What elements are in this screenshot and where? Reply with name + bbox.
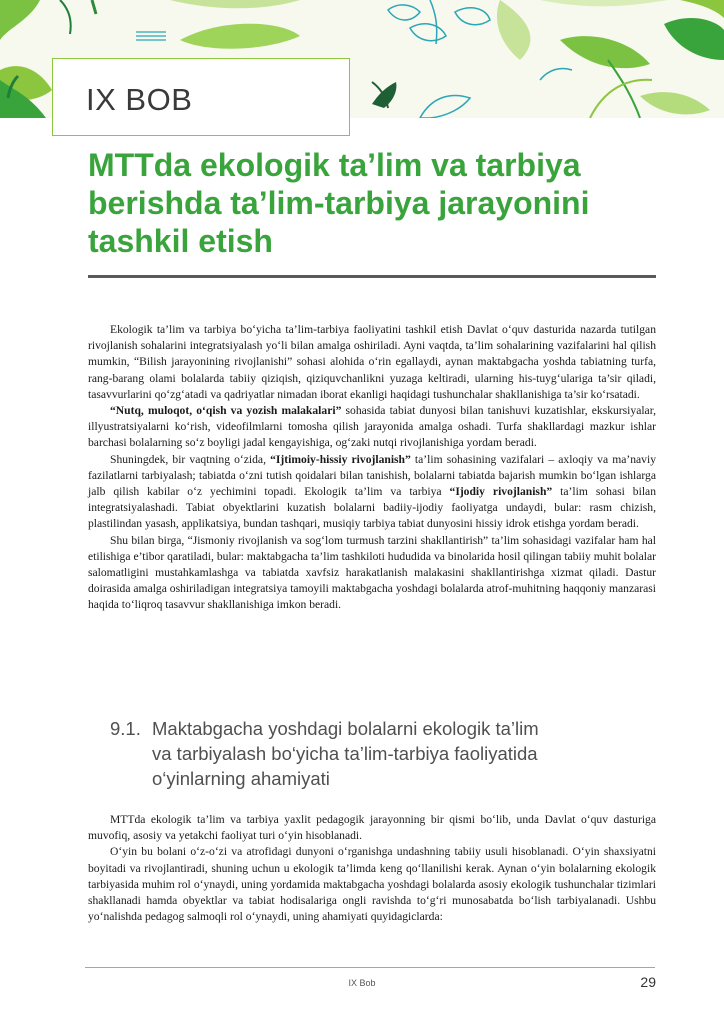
paragraph [88, 403, 656, 452]
section-number: 9.1. [110, 718, 141, 739]
bold-term: “Nutq, muloqot, o‘qish va yozish malakalari” [110, 404, 342, 418]
paragraph [88, 322, 656, 403]
chapter-title-line: berishda ta’lim-tarbiya jarayonini [88, 185, 590, 221]
paragraph-text: ta’lim sohasi bilan integratsiyalashadi. Tabiat obyektlarini kuzatish bolalarni badiiy-ijodiy faoliyatga undaydi, bular: rasm chizish, plastilindan yasash, applikatsiya, bundan tashqari, musiqiy tarbiya tabiat dunyosini hissiy idrok etishga yordam beradi. [88, 485, 656, 531]
section-heading-line: Maktabgacha yoshdagi bolalarni ekologik ta’lim [152, 718, 539, 739]
page-number: 29 [640, 974, 656, 990]
paragraph-text: ta’lim sohasining vazifalari – axloqiy va ma’naviy fazilatlarni tarbiyalash; tabiatda o‘zni tutish qoidalari bilan tanishish, bolalarni tabiatda bajarish mumkin bo‘lgan ishlarga jalb qilish kabilar o‘z yechimini topadi. Ekologik ta’lim va tarbiya [88, 452, 657, 499]
paragraph-text: sohasida tabiat dunyosi bilan tanishuvi kuzatishlar, ekskursiyalar, illyustratsiyalarni ko‘rish, videofilmlarni tomosha qilish jarayonida amalga oshadi. Turfa shakllardagi mazkur ishlar barchasi bolalarning so‘z boyligi jadal kengayishiga, og‘zaki nutqi rivojlanishiga yordam beradi. [88, 404, 656, 450]
paragraph [88, 812, 656, 844]
paragraph-text: Shu bilan birga, “Jismoniy rivojlanish va sog‘lom turmush tarzini shakllantirish” ta’lim sohasidagi vazifalar ham hal etilishiga e’tibor qaratiladi, bular: maktabgacha ta’lim tashkiloti hududida va binolarida hosil qilingan tabiiy muhit bolalar salomatligini mustahkamlashga va tabiatda xavfsiz harakatlanish malakasini shakllantirishga xizmat qiladi. Dastur doirasida amalga oshiriladigan integratsiya tamoyili maktabgacha yoshdagi bolalarda atrof-muhitning haqqoniy manzarasi haqida to‘liqroq tasavvur shakllanishiga imkon beradi. [88, 533, 656, 612]
paragraph [88, 533, 656, 614]
bold-term: “Ijtimoiy-hissiy rivojlanish” [270, 452, 411, 466]
footer-chapter: IX Bob [348, 978, 376, 988]
paragraph [88, 844, 656, 925]
paragraph-text: O‘yin bu bolani o‘z-o‘zi va atrofidagi dunyoni o‘rganishga undashning tabiiy usuli hisoblanadi. O‘yin shaxsiyatni boyitadi va rivojlantiradi, shuning uchun u ekologik ta’limda keng qo‘llanilishi kerak. Aynan o‘yin bolalarning ekologik tarbiyasida muhim rol o‘ynaydi, uning yordamida maktabgacha yoshdagi bolalarda asosiy ekologik tushunchalar tizimlari shakllanadi hamda obyektlar va tabiat hodisalariga ongli ravishda to‘g‘ri munosabatda bo‘lish tarbiyalanadi. Ushbu yo‘nalishda pedagog salmoqli rol o‘ynaydi, uning ahamiyati quyidagiclarda: [88, 845, 656, 924]
chapter-title-line: tashkil etish [88, 223, 273, 259]
bold-term: “Ijodiy rivojlanish” [449, 485, 553, 499]
paragraph-text: MTTda ekologik ta’lim va tarbiya yaxlit pedagogik jarayonning bir qismi bo‘lib, unda Davlat o‘quv dasturiga muvofiq, asosiy va yetakchi faoliyat turi o‘yin hisoblanadi. [88, 813, 656, 843]
section-text [88, 812, 656, 925]
section-heading-line: o‘yinlarning ahamiyati [152, 768, 330, 789]
paragraph-text: Ekologik ta’lim va tarbiya bo‘yicha ta’lim-tarbiya faoliyatini tashkil etish Davlat o‘quv dasturida nazarda tutilgan rivojlanish sohalarini integratsiyalash yo‘li bilan amalga oshiriladi. Ayni vaqtda, ta’lim sohalarining vazifalarini hal qilish mumkin, “Bilish jarayonining rivojlanishi” sohasi alohida o‘rin egallaydi, aynan maktabgacha yoshda tabiatning turfa, rang-barang olami bolalarda tabiiy qiziqish, qiziquvchanlikni yuzaga keltiradi, ularning his-tuyg‘ulariga ta’sir qiladi, tasavvurlarini qo‘zg‘atadi va qadriyatlar nimadan iborat ekanligi haqidagi tushunchalar shakllanishiga ta’sir ko‘rsatadi. [88, 323, 656, 401]
title-divider [88, 275, 656, 278]
section-heading-line: va tarbiyalash bo‘yicha ta’lim-tarbiya faoliyatida [152, 743, 538, 764]
paragraph-text: Shuningdek, bir vaqtning o‘zida, [110, 452, 271, 466]
intro-text [88, 322, 656, 614]
chapter-title [88, 146, 668, 260]
chapter-title-line: MTTda ekologik ta’lim va tarbiya [88, 147, 581, 183]
paragraph [88, 452, 656, 533]
footer-divider [85, 967, 655, 968]
chapter-label: IX BOB [86, 82, 193, 117]
section-heading [110, 716, 650, 791]
